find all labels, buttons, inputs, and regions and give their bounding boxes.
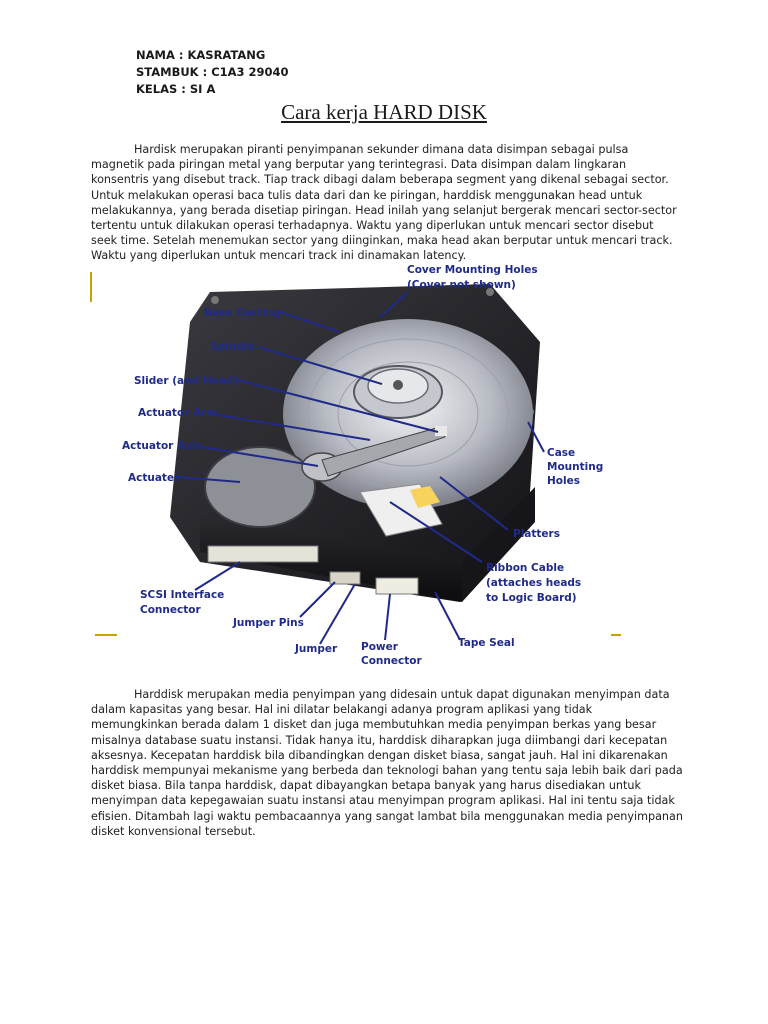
spindle-screw-icon — [393, 380, 403, 390]
label-scsi-connector: Connector — [140, 604, 201, 616]
label-actuator-arm: Actuator Arm — [138, 407, 218, 419]
paragraph-line: aksesnya. Kecepatan harddisk bila dibandingkan dengan disket biasa, sangat jauh. Hal ini dikarenakan — [91, 748, 668, 762]
paragraph-line: seek time. Setelah menemukan sector yang diinginkan, maka head akan berputar untuk mencari track. — [91, 234, 673, 248]
body-paragraph — [91, 687, 681, 839]
label-power: Power — [361, 641, 398, 653]
paragraph-line: dalam kapasitas yang besar. Hal ini dilatar belakangi adanya program aplikasi yang tidak — [91, 703, 593, 717]
label-scsi: SCSI Interface — [140, 589, 225, 601]
actuator — [205, 447, 315, 527]
paragraph-line: disket biasa. Bila tanpa harddisk, dapat dibayangkan betapa banyak yang harus disediakan untuk — [91, 779, 641, 793]
document-title: Cara kerja HARD DISK — [281, 100, 487, 124]
student-stambuk: STAMBUK : C1A3 29040 — [136, 65, 289, 79]
label-slider: Slider (and Head) — [134, 375, 239, 387]
hard-disk-illustration — [90, 262, 630, 672]
leader-line — [385, 594, 390, 640]
paragraph-line: Untuk melakukan operasi baca tulis data dari dan ke piringan, harddisk menggunakan head untuk — [91, 188, 643, 202]
label-tape-seal: Tape Seal — [458, 637, 515, 649]
paragraph-line: Hardisk merupakan piranti penyimpanan sekunder dimana data disimpan sebagai pulsa — [134, 143, 629, 156]
label-ribbon-cable-note: (attaches heads — [486, 577, 582, 589]
intro-paragraph — [91, 142, 681, 264]
paragraph-line: harddisk mempunyai mekanisme yang berbeda dan teknologi bahan yang tentu saja lebih baik dari pada — [91, 764, 683, 778]
label-ribbon-cable: Ribbon Cable — [486, 562, 565, 574]
label-cover-holes: Cover Mounting Holes — [407, 264, 538, 276]
paragraph-line: memungkinkan berada dalam 1 disket dan juga membutuhkan media penyimpan berkas yang besar — [91, 718, 657, 732]
paragraph-line: konsentris yang disebut track. Tiap track dibagi dalam beberapa segment yang dikenal sebagai sector. — [91, 173, 669, 187]
leader-line — [300, 582, 335, 617]
label-case: Case — [547, 447, 576, 459]
hard-disk-diagram — [90, 262, 630, 672]
cover-hole-icon — [211, 296, 219, 304]
label-jumper-pins: Jumper Pins — [233, 617, 304, 629]
paragraph-line: Waktu yang diperlukan untuk mencari track ini dinamakan latency. — [91, 249, 467, 263]
label-cover-holes-note: (Cover not shown) — [407, 279, 516, 291]
label-jumper: Jumper — [295, 643, 338, 655]
paragraph-line: magnetik pada piringan metal yang berputar yang terintegrasi. Data disimpan dalam lingkaran — [91, 158, 627, 172]
student-info — [136, 47, 289, 98]
accent-mark — [90, 272, 92, 302]
label-platters: Platters — [513, 528, 560, 540]
label-spindle: Spindle — [210, 341, 255, 353]
paragraph-line: misalnya database suatu instansi. Tidak hanya itu, harddisk diharapkan juga diimbangi dari kecepatan — [91, 733, 668, 747]
paragraph-line: menyimpan data kepegawaian suatu instansi atau menyimpan program aplikasi. Hal ini tentu saja tidak — [91, 794, 675, 808]
paragraph-line: melakukannya, yang berada disetiap piringan. Head inilah yang selanjut bergerak mencari sector-sector — [91, 203, 677, 217]
student-class: KELAS : SI A — [136, 82, 216, 96]
accent-mark — [95, 634, 117, 636]
paragraph-line: Harddisk merupakan media penyimpan yang didesain untuk dapat digunakan menyimpan data — [134, 688, 670, 701]
paragraph-line: efisien. Ditambah lagi waktu pembacaannya yang sangat lambat bila menggunakan media penyimpanan — [91, 809, 683, 823]
accent-mark — [611, 634, 621, 636]
paragraph-line: tertentu untuk dilakukan operasi terhadapnya. Waktu yang diperlukan untuk mencari sector disebut — [91, 219, 654, 233]
leader-line — [195, 562, 240, 590]
label-base-casting: Base Casting — [204, 307, 281, 319]
label-ribbon-cable-note2: to Logic Board) — [486, 592, 577, 604]
student-name: NAMA : KASRATANG — [136, 48, 266, 62]
label-actuator: Actuater — [128, 472, 180, 484]
power-connector — [376, 578, 418, 594]
label-case-holes: Holes — [547, 475, 580, 487]
scsi-connector — [208, 546, 318, 562]
label-power-connector: Connector — [361, 655, 422, 667]
label-actuator-axis: Actuator Axis — [122, 440, 202, 452]
paragraph-line: disket konvensional tersebut. — [91, 824, 256, 838]
label-case-mounting: Mounting — [547, 461, 604, 473]
